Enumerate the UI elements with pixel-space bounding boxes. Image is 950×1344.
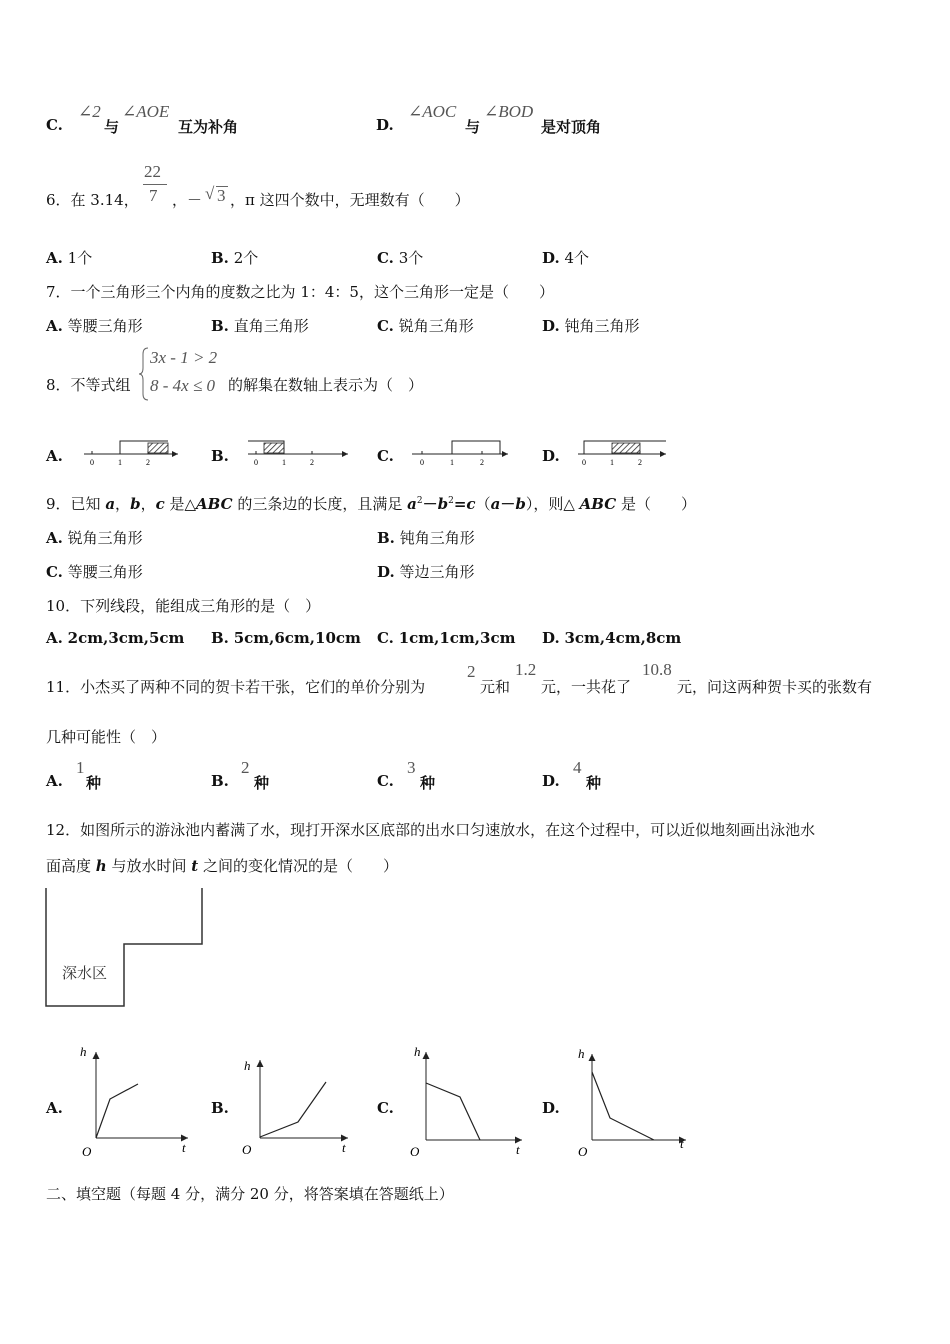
option-label: D.	[542, 629, 560, 647]
option-text: 钝角三角形	[564, 317, 640, 335]
q9-text: 是△	[164, 495, 197, 513]
graph-d	[574, 1040, 694, 1162]
option-number: 4	[573, 758, 582, 777]
var-c: c	[466, 495, 476, 513]
q6-prefix: 6．在 3.14，	[46, 191, 139, 209]
option-label: C.	[377, 249, 394, 267]
origin-label: O	[578, 1144, 588, 1159]
var-abc: ABC	[196, 495, 233, 513]
q9-text: =	[453, 495, 467, 513]
q9-text: （	[475, 495, 491, 513]
sqrt-icon: √	[205, 184, 215, 203]
tick-label: 1	[282, 458, 286, 467]
origin-label: O	[410, 1144, 420, 1159]
var-b: b	[437, 495, 449, 513]
var-a: a	[490, 495, 501, 513]
option-unit: 种	[254, 774, 270, 792]
q11-total: 10.8	[642, 660, 672, 679]
var-a: a	[407, 495, 417, 513]
option-label: D.	[542, 249, 560, 267]
q9-option-d	[377, 561, 475, 582]
option-label: A.	[46, 447, 63, 465]
frac-denominator: 7	[149, 186, 158, 205]
q6-option-b	[211, 247, 258, 268]
q8-option-a	[46, 447, 63, 465]
q11-option-a	[46, 772, 63, 790]
option-label: C.	[46, 563, 63, 581]
option-label: B.	[211, 447, 229, 465]
q9-text: －	[500, 495, 516, 513]
q10-option-c	[377, 629, 515, 647]
axis-x-label: t	[680, 1136, 684, 1151]
q6-tail: ，π 这四个数中，无理数有（ ）	[230, 191, 470, 209]
tick-label: 0	[254, 458, 258, 467]
q11-text-3: 元，一共花了	[541, 678, 632, 696]
text-vertical-angles: 是对顶角	[541, 118, 602, 136]
option-text: 等腰三角形	[67, 317, 143, 335]
var-a: a	[105, 495, 116, 513]
graph-c	[406, 1038, 530, 1162]
q8-prefix: 8．不等式组	[46, 376, 131, 394]
frac-numerator: 22	[144, 162, 161, 181]
q11-text-4: 元，问这两种贺卡买的张数有	[677, 678, 873, 696]
option-label: D.	[542, 772, 560, 790]
option-label: A.	[46, 629, 63, 647]
q9-text: －	[422, 495, 438, 513]
option-label: C.	[377, 629, 394, 647]
option-number: 3	[407, 758, 416, 777]
q6-option-d	[542, 247, 589, 268]
q11-option-d	[542, 772, 560, 790]
math-angle2: ∠2	[78, 102, 101, 121]
text-yu: 与	[104, 118, 120, 136]
section-2-title: 二、填空题（每题 4 分，满分 20 分，将答案填在答题纸上）	[46, 1185, 454, 1203]
frac-bar	[143, 184, 167, 185]
math-angle-aoc: ∠AOC	[408, 102, 457, 121]
option-label: A.	[46, 772, 63, 790]
axis-x-label: t	[342, 1140, 346, 1155]
superscript: 2	[448, 496, 454, 506]
var-h: h	[95, 857, 107, 875]
tick-label: 2	[310, 458, 314, 467]
tick-label: 2	[480, 458, 484, 467]
q8-tail: 的解集在数轴上表示为（ ）	[228, 376, 424, 394]
q11-price-1: 2	[467, 662, 476, 681]
option-label: D.	[377, 563, 395, 581]
option-label: C.	[377, 1099, 394, 1117]
option-text: 锐角三角形	[398, 317, 474, 335]
tick-label: 1	[450, 458, 454, 467]
q11-price-2: 1.2	[515, 660, 537, 679]
q11-text-line2: 几种可能性（ ）	[46, 728, 167, 746]
option-text: 2个	[233, 249, 259, 267]
option-unit: 种	[420, 774, 436, 792]
var-abc: ABC	[579, 495, 617, 513]
number-line-b	[244, 436, 354, 468]
q9-text: ，	[115, 495, 131, 513]
option-label: B.	[211, 1099, 229, 1117]
q12-text: 之间的变化情况的是（ ）	[198, 857, 398, 875]
inequality-2: 8 - 4x ≤ 0	[150, 376, 216, 395]
q9-option-a	[46, 527, 143, 548]
option-text: 等边三角形	[399, 563, 475, 581]
text-supplementary: 互为补角	[178, 118, 239, 136]
q11-option-c	[377, 772, 394, 790]
option-text: 锐角三角形	[67, 529, 143, 547]
q10-option-d	[542, 629, 681, 647]
q5-option-d	[376, 116, 394, 134]
q12-option-c	[377, 1099, 394, 1117]
math-angle-bod: ∠BOD	[484, 102, 534, 121]
q11-text-1: 11．小杰买了两种不同的贺卡若干张，它们的单价分别为	[46, 678, 426, 696]
q12-option-b	[211, 1099, 229, 1117]
option-label: D.	[542, 317, 560, 335]
graph-a	[76, 1038, 196, 1162]
axis-y-label: h	[80, 1044, 87, 1059]
text-yu: 与	[465, 118, 481, 136]
q9-text: 9．已知	[46, 495, 106, 513]
option-text: 等腰三角形	[67, 563, 143, 581]
option-unit: 种	[86, 774, 102, 792]
q7-stem: 7．一个三角形三个内角的度数之比为 1：4：5，这个三角形一定是（ ）	[46, 283, 554, 301]
axis-y-label: h	[414, 1044, 421, 1059]
q7-option-d	[542, 315, 640, 336]
axis-y-label: h	[578, 1046, 585, 1061]
option-label: C.	[377, 447, 394, 465]
q7-option-a	[46, 315, 143, 336]
option-label: D.	[542, 447, 560, 465]
q12-line1: 12．如图所示的游泳池内蓄满了水，现打开深水区底部的出水口匀速放水，在这个过程中，可以近似地刻画出泳池水	[46, 821, 816, 839]
option-label: C.	[377, 772, 394, 790]
option-text: 钝角三角形	[399, 529, 475, 547]
q12-line2	[46, 855, 398, 876]
q9-option-b	[377, 527, 475, 548]
tick-label: 0	[420, 458, 424, 467]
inequality-1: 3x - 1 > 2	[150, 348, 218, 367]
option-label: D.	[542, 1099, 560, 1117]
option-label: B.	[211, 629, 229, 647]
number-line-c	[408, 436, 514, 468]
q10-option-a	[46, 629, 184, 647]
q9-option-c	[46, 561, 143, 582]
axis-x-label: t	[516, 1142, 520, 1157]
origin-label: O	[82, 1144, 92, 1159]
option-text: 2cm,3cm,5cm	[67, 629, 185, 647]
question-9-stem	[46, 493, 696, 514]
q12-text: 与放水时间	[106, 857, 192, 875]
q11-option-b	[211, 772, 229, 790]
q12-text: 面高度	[46, 857, 96, 875]
option-text: 5cm,6cm,10cm	[233, 629, 361, 647]
number-line-a	[80, 436, 182, 468]
q8-option-b	[211, 447, 229, 465]
option-label: A.	[46, 249, 63, 267]
q5-option-c	[46, 116, 63, 134]
tick-label: 1	[118, 458, 122, 467]
option-label: B.	[211, 249, 229, 267]
option-text: 4个	[564, 249, 590, 267]
sqrt-value: 3	[217, 186, 226, 205]
pool-diagram	[44, 884, 206, 1010]
q7-option-b	[211, 315, 309, 336]
q6-option-a	[46, 247, 92, 268]
option-text: 直角三角形	[233, 317, 309, 335]
number-line-d	[574, 436, 674, 468]
option-label: C.	[377, 317, 394, 335]
q9-text: ），则△	[525, 495, 580, 513]
option-label: A.	[46, 529, 63, 547]
q9-text: ，	[140, 495, 156, 513]
option-text: 3cm,4cm,8cm	[564, 629, 682, 647]
q8-option-d	[542, 447, 560, 465]
math-angle-aoe: ∠AOE	[122, 102, 170, 121]
var-t: t	[191, 857, 199, 875]
q8-option-c	[377, 447, 394, 465]
graph-b	[240, 1048, 356, 1162]
option-label: D.	[376, 116, 394, 134]
tick-label: 2	[638, 458, 642, 467]
option-label: A.	[46, 1099, 63, 1117]
var-b: b	[515, 495, 526, 513]
tick-label: 0	[582, 458, 586, 467]
superscript: 2	[416, 496, 423, 506]
option-number: 1	[76, 758, 85, 777]
axis-y-label: h	[244, 1058, 251, 1073]
option-label: B.	[211, 317, 229, 335]
q11-text-2: 元和	[480, 678, 511, 696]
q12-option-d	[542, 1099, 560, 1117]
origin-label: O	[242, 1142, 252, 1157]
q6-option-c	[377, 247, 423, 268]
q7-option-c	[377, 315, 474, 336]
option-unit: 种	[586, 774, 602, 792]
axis-x-label: t	[182, 1140, 186, 1155]
pool-deep-label: 深水区	[62, 964, 108, 982]
brace-icon	[138, 346, 150, 402]
option-text: 1cm,1cm,3cm	[398, 629, 516, 647]
option-label: A.	[46, 317, 63, 335]
option-number: 2	[241, 758, 250, 777]
q10-stem: 10．下列线段，能组成三角形的是（ ）	[46, 597, 321, 615]
option-label: B.	[211, 772, 229, 790]
q10-option-b	[211, 629, 361, 647]
var-b: b	[130, 495, 141, 513]
var-c: c	[155, 495, 165, 513]
tick-label: 0	[90, 458, 94, 467]
tick-label: 2	[146, 458, 150, 467]
option-label: B.	[377, 529, 395, 547]
q9-text: 的三条边的长度，且满足	[232, 495, 408, 513]
option-text: 3个	[398, 249, 424, 267]
option-text: 1个	[67, 249, 93, 267]
option-label: C.	[46, 116, 63, 134]
tick-label: 1	[610, 458, 614, 467]
q12-option-a	[46, 1099, 63, 1117]
q6-mid: ，－	[172, 191, 203, 209]
q9-text: 是（ ）	[616, 495, 696, 513]
